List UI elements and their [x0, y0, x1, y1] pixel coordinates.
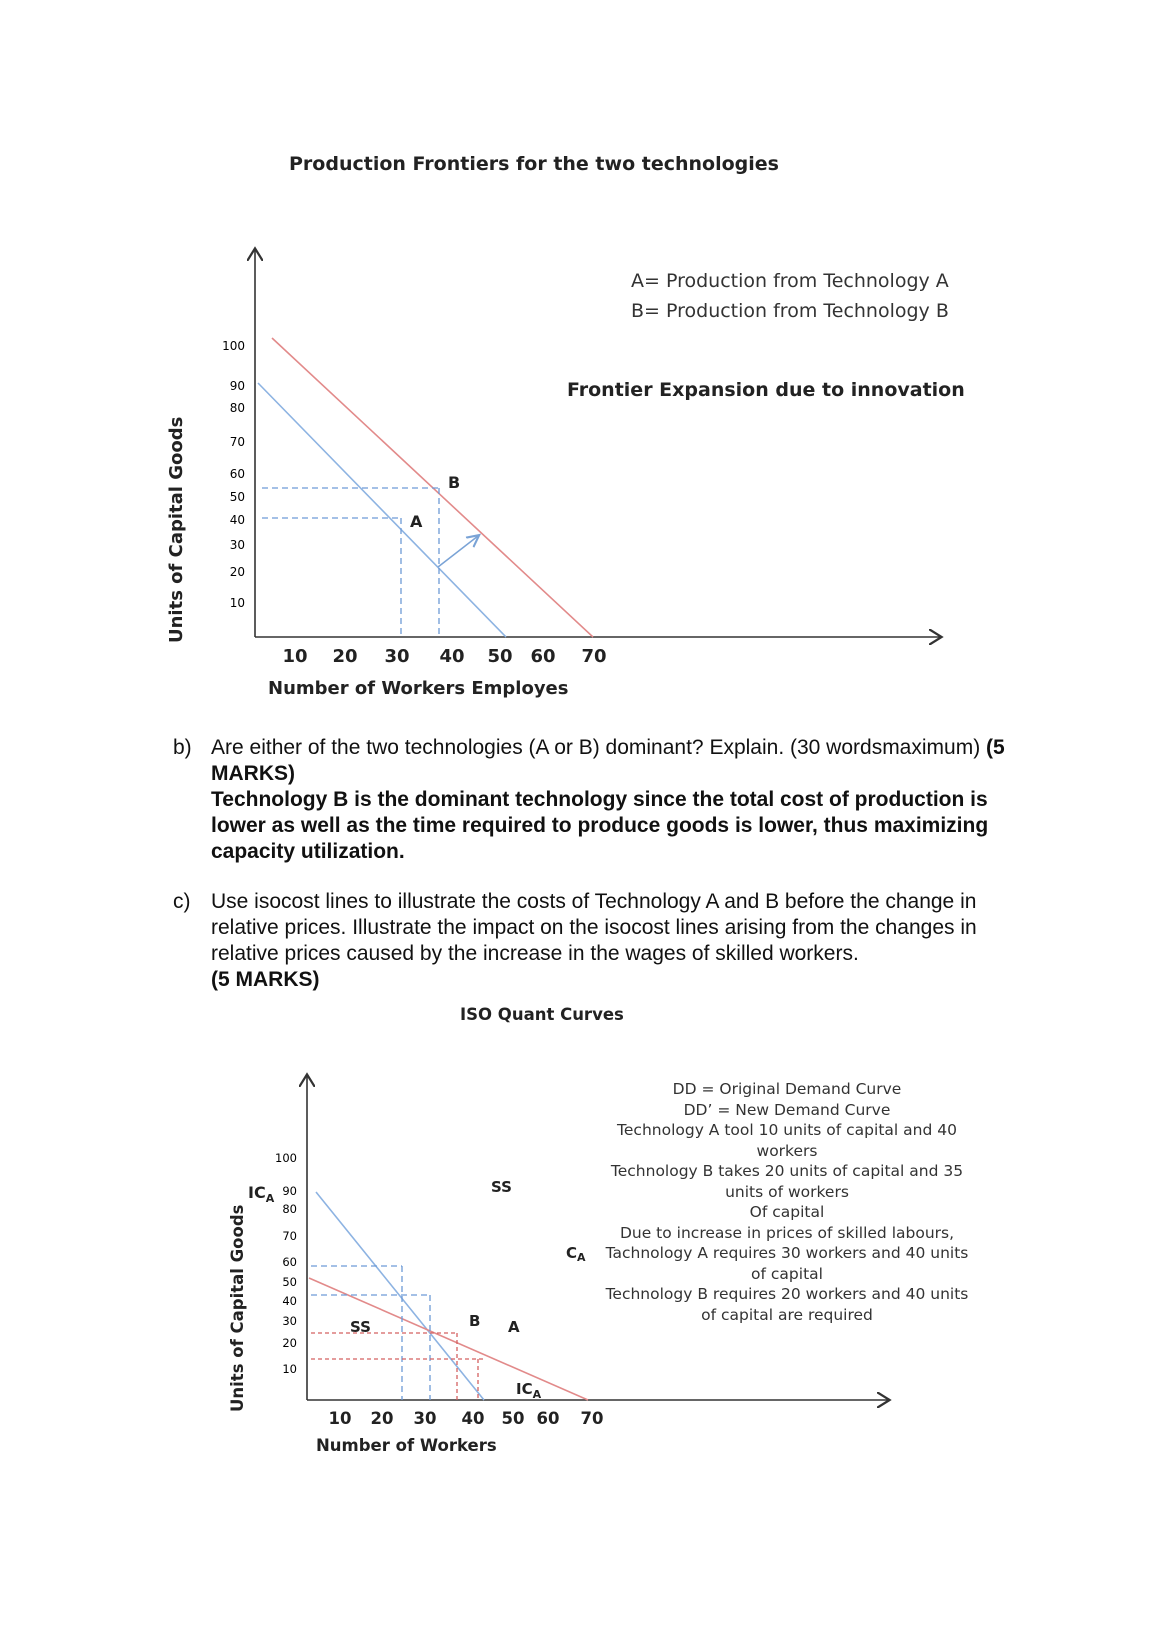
x-tick: 10 [282, 646, 308, 667]
chart2-title: ISO Quant Curves [460, 1005, 624, 1024]
y-tick: 90 [282, 1184, 297, 1198]
y-tick: 20 [229, 565, 245, 579]
y-tick: 60 [229, 467, 245, 481]
x-tick: 70 [581, 646, 607, 667]
question-c [173, 889, 1033, 993]
note-line: of capital [751, 1264, 823, 1283]
y-tick: 40 [282, 1294, 297, 1308]
legend-line-b: B= Production from Technology B [631, 300, 949, 322]
frontier-annotation: Frontier Expansion due to innovation [567, 379, 965, 401]
note-line: Tachnology A requires 30 workers and 40 units [605, 1244, 969, 1262]
point-label-b: B [448, 473, 461, 492]
label-ica-bottom: $IC_A$ [516, 1380, 542, 1401]
x-tick: 50 [487, 646, 513, 667]
y-tick: 50 [282, 1275, 297, 1289]
y-tick: 100 [275, 1151, 297, 1165]
y-tick: 10 [282, 1362, 297, 1376]
note-line: DD = Original Demand Curve [672, 1080, 902, 1098]
note-line: Technology B takes 20 units of capital and 35 [610, 1162, 964, 1180]
note-line: Technology A tool 10 units of capital and 40 [617, 1121, 957, 1139]
y-tick: 50 [229, 490, 245, 504]
y-tick: 100 [222, 339, 245, 353]
legend-line-a: A= Production from Technology A [631, 270, 949, 292]
y-tick: 10 [229, 596, 245, 610]
y-tick: 40 [229, 513, 245, 527]
y-tick: 30 [229, 538, 245, 552]
label-ss-left: SS [350, 1318, 371, 1336]
chart1-plot [0, 0, 1158, 700]
question-b [173, 735, 1033, 865]
x-tick: 60 [530, 646, 556, 667]
question-c-marks: (5 MARKS) [211, 968, 320, 991]
point-label-a: A [410, 512, 423, 531]
note-line: DD’ = New Demand Curve [683, 1100, 891, 1119]
label-ss-top: SS [491, 1178, 512, 1196]
note-line: of capital are required [701, 1305, 873, 1324]
x-tick: 20 [370, 1409, 394, 1428]
x-tick: 30 [384, 646, 410, 667]
label-ca: $C_A$ [566, 1244, 586, 1264]
question-b-answer: Technology B is the dominant technology since the total cost of production is lower as well as the time required to produce goods is lower, thus maximizing capacity utilization. [211, 788, 989, 863]
y-tick: 60 [282, 1255, 297, 1269]
chart2-y-label: Units of Capital Goods [228, 1204, 247, 1412]
y-tick: 90 [229, 379, 245, 393]
x-tick: 20 [332, 646, 358, 667]
expansion-arrow [438, 536, 478, 567]
note-line: units of workers [725, 1182, 849, 1201]
x-tick: 50 [501, 1409, 525, 1428]
y-tick: 70 [282, 1229, 297, 1243]
label-b: B [469, 1312, 481, 1330]
question-c-letter: c) [173, 890, 191, 913]
chart2-x-label: Number of Workers [316, 1436, 497, 1455]
x-tick: 40 [439, 646, 465, 667]
question-b-letter: b) [173, 736, 192, 759]
isoquant-blue-line [316, 1192, 484, 1400]
chart1-x-label: Number of Workers Employes [268, 678, 569, 699]
note-line: Technology B requires 20 workers and 40 units [605, 1285, 969, 1303]
x-tick: 70 [580, 1409, 604, 1428]
label-ica-top: $IC_A$ [248, 1183, 275, 1205]
question-b-marks: (5 MARKS) [211, 736, 1005, 785]
y-tick: 70 [229, 435, 245, 449]
y-tick: 20 [282, 1336, 297, 1350]
y-tick: 80 [229, 401, 245, 415]
chart1-title: Production Frontiers for the two technologies [289, 153, 779, 175]
x-tick: 40 [461, 1409, 485, 1428]
note-line: workers [756, 1141, 818, 1160]
frontier-a-line [258, 383, 506, 637]
x-tick: 60 [536, 1409, 560, 1428]
chart1-y-label: Units of Capital Goods [166, 416, 187, 643]
chart2-plot [0, 1060, 1158, 1480]
note-line: Due to increase in prices of skilled labours, [619, 1223, 955, 1242]
y-tick: 80 [282, 1202, 297, 1216]
note-line: Of capital [749, 1203, 825, 1221]
x-tick: 10 [328, 1409, 352, 1428]
question-c-text: Use isocost lines to illustrate the costs of Technology A and B before the change in relative prices. Illustrate the impact on the isocost lines arising from the changes in relative prices caused by the increase in the wages of skilled workers. [211, 890, 977, 965]
question-b-text: Are either of the two technologies (A or B) dominant? Explain. (30 wordsmaximum) [211, 736, 981, 759]
label-a: A [508, 1318, 520, 1336]
y-tick: 30 [282, 1314, 297, 1328]
x-tick: 30 [413, 1409, 437, 1428]
isocost-red-line [309, 1278, 588, 1400]
